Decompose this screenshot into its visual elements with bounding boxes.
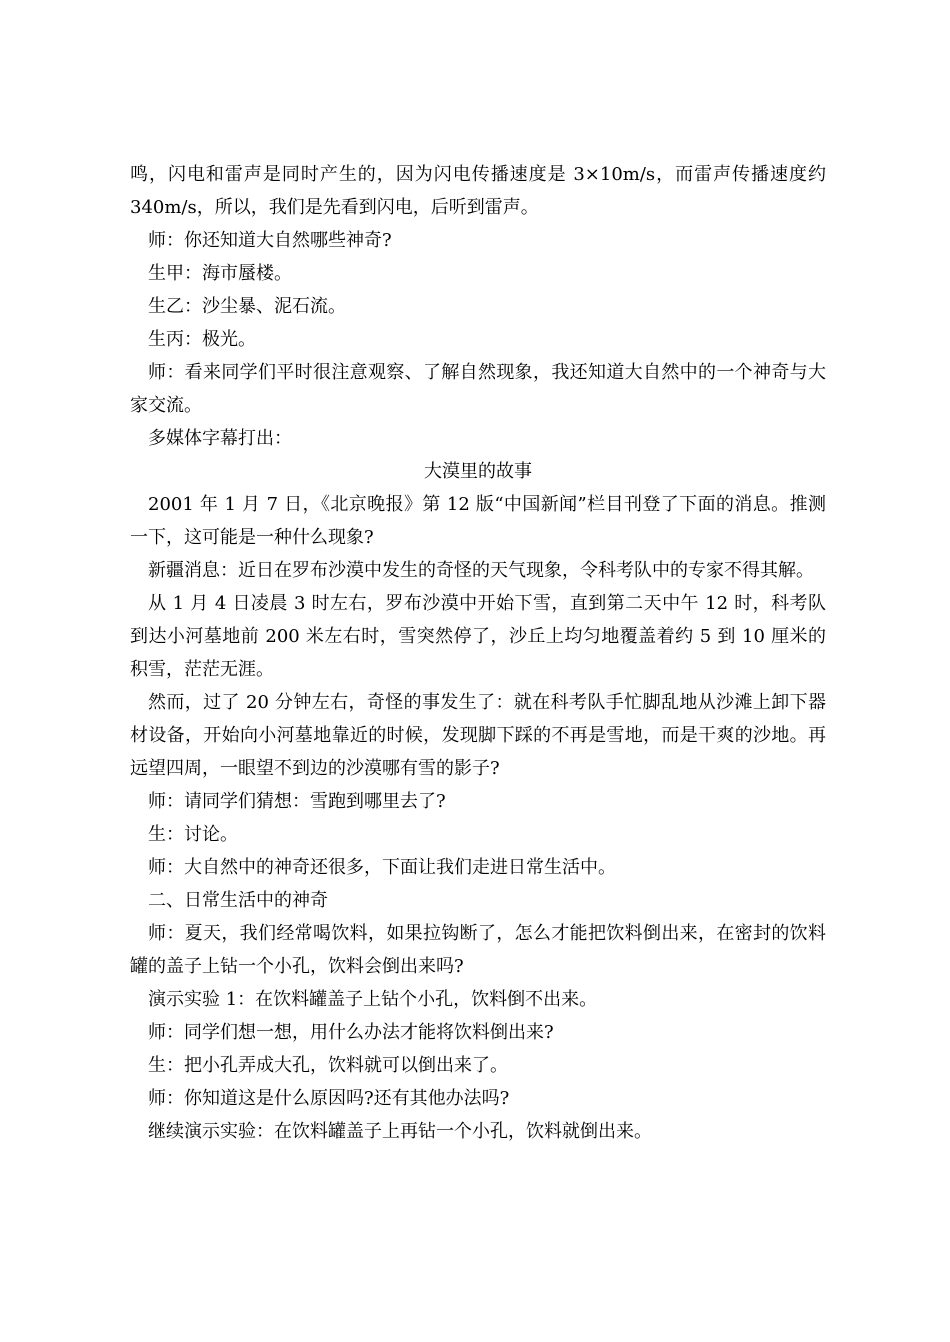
paragraph: 师：夏天，我们经常喝饮料，如果拉钩断了，怎么才能把饮料倒出来，在密封的饮料罐的盖子上钻一个小孔，饮料会倒出来吗? [130,923,826,977]
paragraph: 新疆消息：近日在罗布沙漠中发生的奇怪的天气现象，令科考队中的专家不得其解。 [148,560,814,581]
paragraph: 2001 年 1 月 7 日，《北京晚报》第 12 版“中国新闻”栏目刊登了下面的消息。推测一下，这可能是一种什么现象? [130,494,826,548]
paragraph: 生：讨论。 [148,824,238,845]
paragraph: 师：同学们想一想，用什么办法才能将饮料倒出来? [148,1022,554,1043]
section-heading: 二、日常生活中的神奇 [148,890,328,911]
paragraph: 然而，过了 20 分钟左右，奇怪的事发生了：就在科考队手忙脚乱地从沙滩上卸下器材设备，开始向小河墓地靠近的时候，发现脚下踩的不再是雪地，而是干爽的沙地。再远望四周，一眼望不到边的沙漠哪有雪的影子? [130,692,826,779]
paragraph: 多媒体字幕打出： [148,428,292,449]
paragraph: 生：把小孔弄成大孔，饮料就可以倒出来了。 [148,1055,508,1076]
paragraph: 鸣，闪电和雷声是同时产生的，因为闪电传播速度是 3×10m/s，而雷声传播速度约340m/s，所以，我们是先看到闪电，后听到雷声。 [130,164,826,218]
paragraph: 继续演示实验：在饮料罐盖子上再钻一个小孔，饮料就倒出来。 [148,1121,652,1142]
paragraph: 生甲：海市蜃楼。 [148,263,292,284]
paragraph: 生丙：极光。 [148,329,256,350]
document-body [130,158,826,1148]
paragraph: 师：你还知道大自然哪些神奇? [148,230,392,251]
paragraph: 从 1 月 4 日凌晨 3 时左右，罗布沙漠中开始下雪，直到第二天中午 12 时，科考队到达小河墓地前 200 米左右时，雪突然停了，沙丘上均匀地覆盖着约 5 到 10 厘米的积雪，茫茫无涯。 [130,593,826,680]
paragraph: 师：大自然中的神奇还很多，下面让我们走进日常生活中。 [148,857,616,878]
paragraph: 师：看来同学们平时很注意观察、了解自然现象，我还知道大自然中的一个神奇与大家交流。 [130,362,826,416]
paragraph: 师：你知道这是什么原因吗?还有其他办法吗? [148,1088,510,1109]
paragraph: 师：请同学们猜想：雪跑到哪里去了? [148,791,446,812]
paragraph: 演示实验 1：在饮料罐盖子上钻个小孔，饮料倒不出来。 [148,989,598,1010]
section-title: 大漠里的故事 [424,461,532,482]
paragraph: 生乙：沙尘暴、泥石流。 [148,296,346,317]
